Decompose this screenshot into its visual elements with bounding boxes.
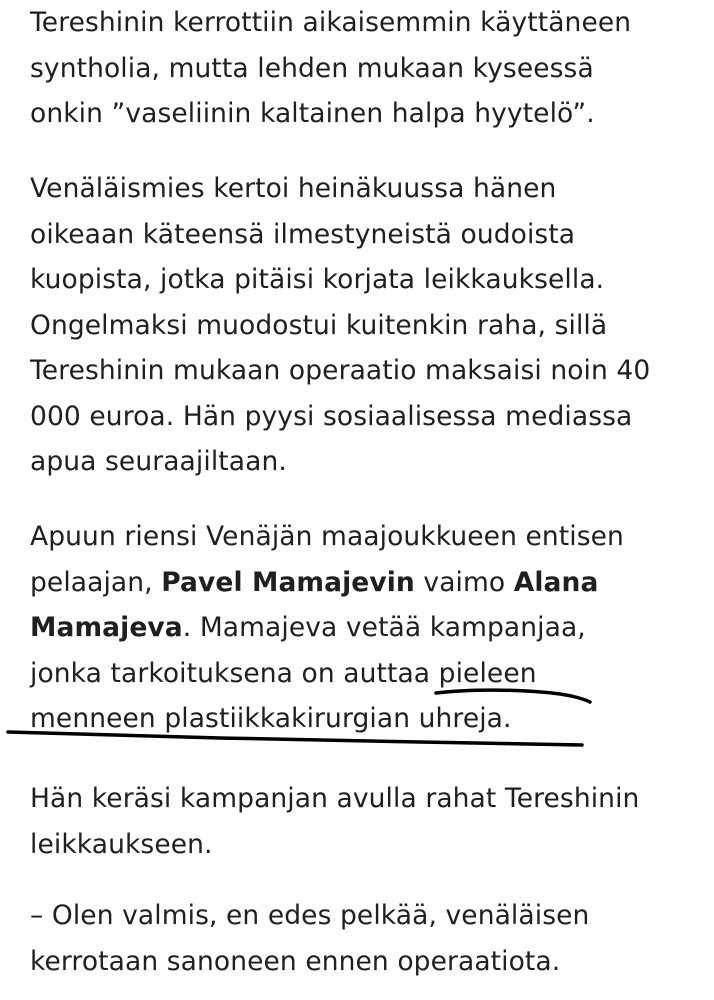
paragraph-1 — [30, 0, 700, 137]
text-line — [30, 560, 700, 606]
paragraph-5 — [30, 893, 700, 984]
text-line: Tereshinin kerrottiin aikaisemmin käyttäneen — [30, 7, 632, 38]
text-fragment: . Mamajeva vetää kampanjaa, — [182, 612, 586, 643]
text-line: Ongelmaksi muodostui kuitenkin raha, sillä — [30, 309, 608, 341]
text-line: Hän keräsi kampanjan avulla rahat Tereshinin — [30, 783, 640, 814]
text-line: Tereshinin mukaan operaatio maksaisi noin 40 — [30, 355, 651, 386]
text-line: Venäläismies kertoi heinäkuussa hänen — [30, 173, 557, 204]
paragraph-2 — [30, 166, 700, 485]
text-fragment: pelaajan, — [30, 566, 162, 598]
paragraph-4 — [30, 776, 700, 867]
text-line: jonka tarkoituksena on auttaa pieleen — [30, 657, 537, 689]
person-name-alana-first: Alana — [513, 566, 599, 598]
text-line: onkin ”vaseliinin kaltainen halpa hyytelö”. — [30, 98, 595, 129]
text-line: syntholia, mutta lehden mukaan kyseessä — [30, 52, 594, 84]
text-line: leikkaukseen. — [30, 828, 213, 860]
person-name-alana-last: Mamajeva — [30, 612, 183, 643]
text-line — [30, 605, 700, 651]
text-line: Apuun riensi Venäjän maajoukkueen entisen — [30, 521, 624, 552]
person-name-pavel: Pavel Mamajevin — [161, 566, 415, 598]
text-line: – Olen valmis, en edes pelkää, venäläisen — [30, 900, 590, 931]
text-fragment: vaimo — [414, 566, 514, 598]
text-line: menneen plastiikkakirurgian uhreja. — [30, 703, 512, 734]
text-line: apua seuraajiltaan. — [30, 446, 287, 477]
text-line: kuopista, jotka pitäisi korjata leikkauksella. — [30, 264, 605, 295]
text-line: oikeaan käteensä ilmestyneistä oudoista — [30, 218, 576, 250]
text-line: kerrotaan sanoneen ennen operaatiota. — [30, 945, 561, 977]
paragraph-3 — [30, 514, 700, 742]
text-line: 000 euroa. Hän pyysi sosiaalisessa mediassa — [30, 400, 633, 432]
